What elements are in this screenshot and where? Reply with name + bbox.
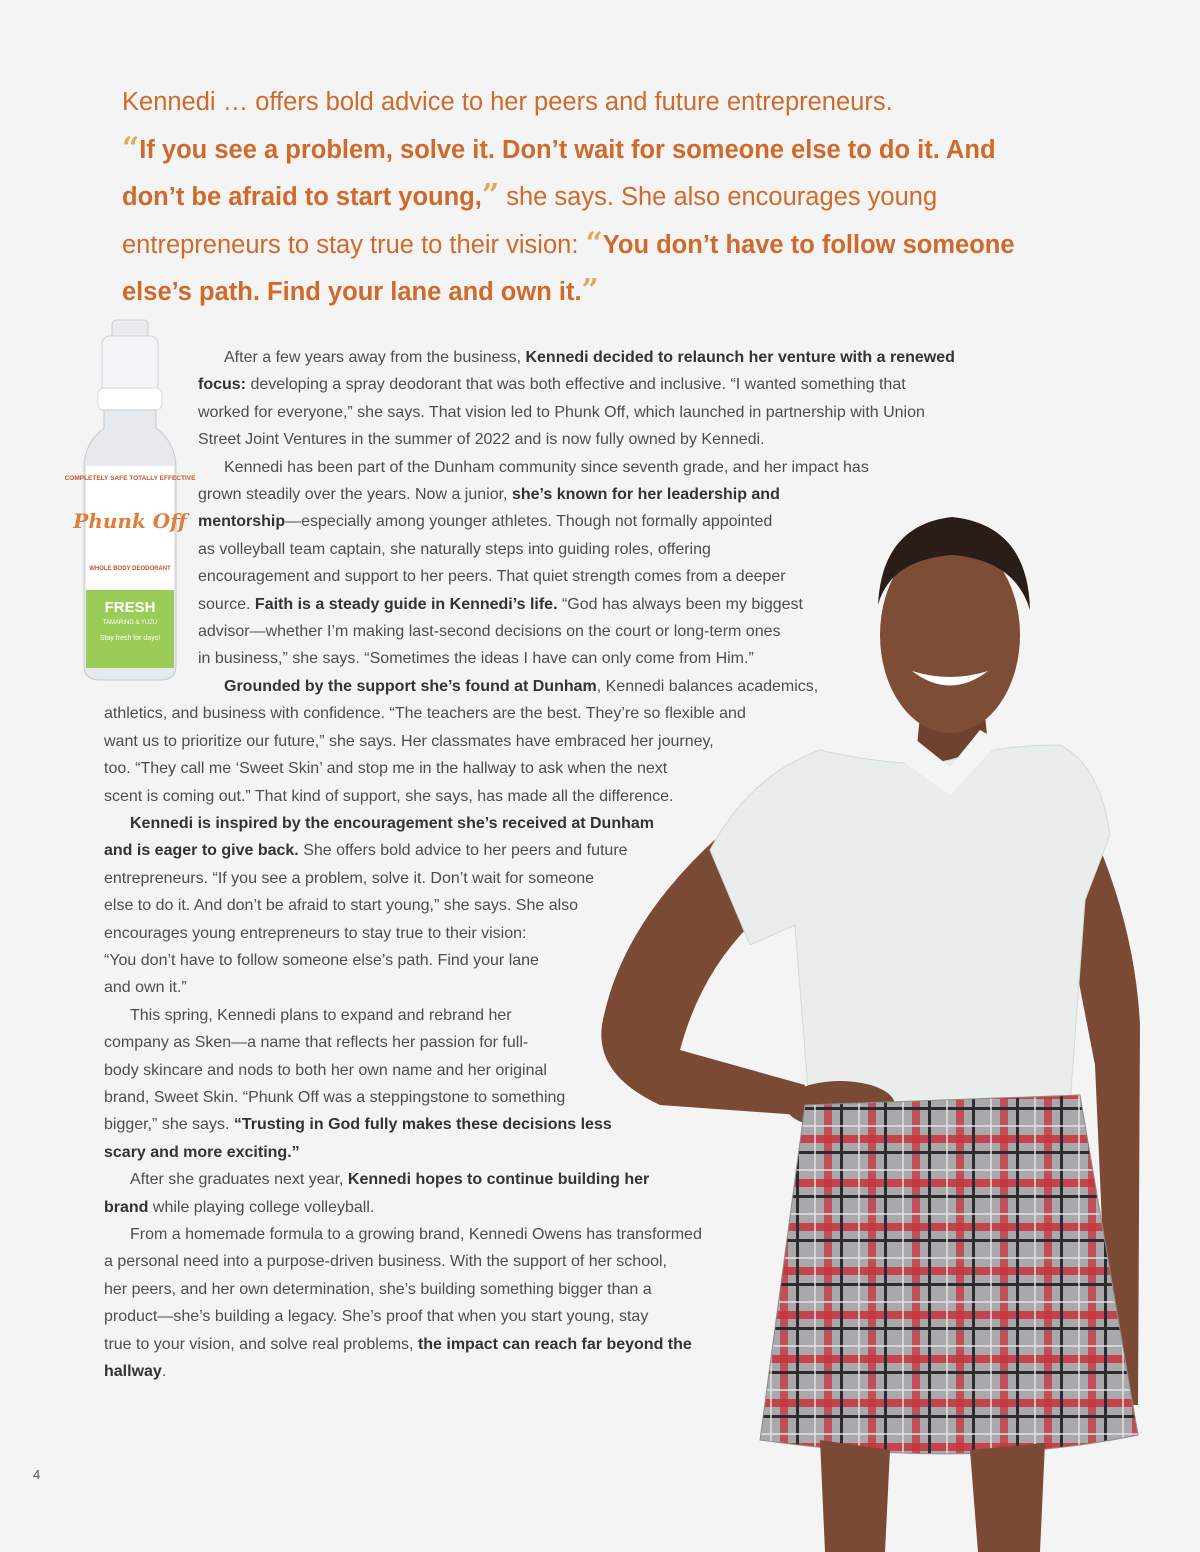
article-line: advisor—whether I’m making last-second decisions on the court or long-term ones	[198, 623, 781, 641]
article-line: After a few years away from the business, Kennedi decided to relaunch her venture with a renewed	[224, 349, 955, 366]
article-line: focus: developing a spray deodorant that was both effective and inclusive. “I wanted something that	[198, 376, 906, 394]
bottle-brand: Phunk Off	[73, 509, 187, 533]
open-quote-mark: “	[585, 225, 603, 261]
article-line: “You don’t have to follow someone else’s path. Find your lane	[104, 951, 539, 969]
article-line: scary and more exciting.”	[104, 1143, 300, 1161]
article-line: and own it.”	[104, 979, 187, 997]
article-line: Street Joint Ventures in the summer of 2022 and is now fully owned by Kennedi.	[198, 431, 765, 449]
bottle-label-top: COMPLETELY SAFE TOTALLY EFFECTIVE	[64, 475, 196, 482]
article-line: body skincare and nods to both her own name and her original	[104, 1061, 547, 1079]
article-line: Kennedi is inspired by the encouragement she’s received at Dunham	[130, 814, 654, 832]
article-line: After she graduates next year, Kennedi hopes to continue building her	[130, 1171, 650, 1189]
pull-quote-bold-1: If you see a problem, solve it. Don’t wait for someone else to do it. And don’t be afraid to start young,	[122, 135, 996, 211]
close-quote-mark: ”	[581, 273, 599, 308]
pull-quote-bold-2: You don’t have to follow someone else’s path. Find your lane and own it.	[122, 230, 1015, 306]
bottle-scent: FRESH	[104, 599, 156, 616]
article-line: as volleyball team captain, she naturally steps into guiding roles, offering	[198, 540, 711, 558]
article-line: mentorship—especially among younger athletes. Though not formally appointed	[198, 513, 773, 531]
pull-quote-body	[122, 126, 1022, 316]
article-line: true to your vision, and solve real problems, the impact can reach far beyond the	[104, 1335, 692, 1353]
close-quote-mark: ”	[481, 178, 500, 213]
page-number: 4	[33, 1467, 41, 1482]
article-line: encouragement and support to her peers. That quiet strength comes from a deeper	[198, 568, 786, 586]
article-body	[104, 344, 984, 1385]
article-line: brand, Sweet Skin. “Phunk Off was a steppingstone to something	[104, 1088, 566, 1106]
article-line: athletics, and business with confidence. “The teachers are the best. They’re so flexible and	[104, 705, 746, 723]
article-line: product—she’s building a legacy. She’s proof that when you start young, stay	[104, 1308, 649, 1326]
article-line: grown steadily over the years. Now a junior, she’s known for her leadership and	[198, 486, 780, 504]
article-line: entrepreneurs. “If you see a problem, solve it. Don’t wait for someone	[104, 869, 595, 887]
open-quote-mark: “	[122, 130, 140, 166]
bottle-tagline: Stay fresh for days!	[99, 635, 161, 642]
article-line: From a homemade formula to a growing brand, Kennedi Owens has transformed	[130, 1226, 702, 1243]
article-line: company as Sken—a name that reflects her passion for full-	[104, 1034, 529, 1052]
article-line: This spring, Kennedi plans to expand and rebrand her	[130, 1006, 512, 1024]
article-line: brand while playing college volleyball.	[104, 1198, 375, 1216]
article-line: worked for everyone,” she says. That vision led to Phunk Off, which launched in partnership with Union	[198, 403, 925, 421]
article-line: source. Faith is a steady guide in Kennedi’s life. “God has always been my biggest	[198, 595, 803, 613]
pull-quote-intro: Kennedi … offers bold advice to her peers and future entrepreneurs.	[122, 88, 893, 116]
bottle-type: WHOLE BODY DEODORANT	[89, 566, 171, 572]
article-line: bigger,” she says. “Trusting in God fully makes these decisions less	[104, 1116, 612, 1134]
article-line: Kennedi has been part of the Dunham community since seventh grade, and her impact has	[224, 458, 869, 476]
article-line: a personal need into a purpose-driven business. With the support of her school,	[104, 1253, 667, 1271]
article-line: hallway.	[104, 1363, 167, 1381]
pull-quote-mid: she says. She also encourages young entrepreneurs to stay true to their vision:	[122, 183, 938, 259]
article-line: in business,” she says. “Sometimes the ideas I have can only come from Him.”	[198, 650, 754, 668]
article-line: else to do it. And don’t be afraid to start young,” she says. She also	[104, 897, 579, 915]
article-line: encourages young entrepreneurs to stay true to their vision:	[104, 924, 527, 942]
article-line: and is eager to give back. She offers bold advice to her peers and future	[104, 842, 628, 860]
bottle-scent-sub: TAMARIND & YUZU	[102, 620, 158, 626]
pull-quote	[122, 80, 1022, 316]
article-line: too. “They call me ‘Sweet Skin’ and stop me in the hallway to ask when the next	[104, 760, 668, 778]
article-line: her peers, and her own determination, she’s building something bigger than a	[104, 1280, 652, 1298]
article-line: scent is coming out.” That kind of support, she says, has made all the difference.	[104, 787, 674, 805]
article-line: Grounded by the support she’s found at Dunham, Kennedi balances academics,	[224, 677, 819, 695]
article-line: want us to prioritize our future,” she says. Her classmates have embraced her journey,	[104, 732, 714, 750]
